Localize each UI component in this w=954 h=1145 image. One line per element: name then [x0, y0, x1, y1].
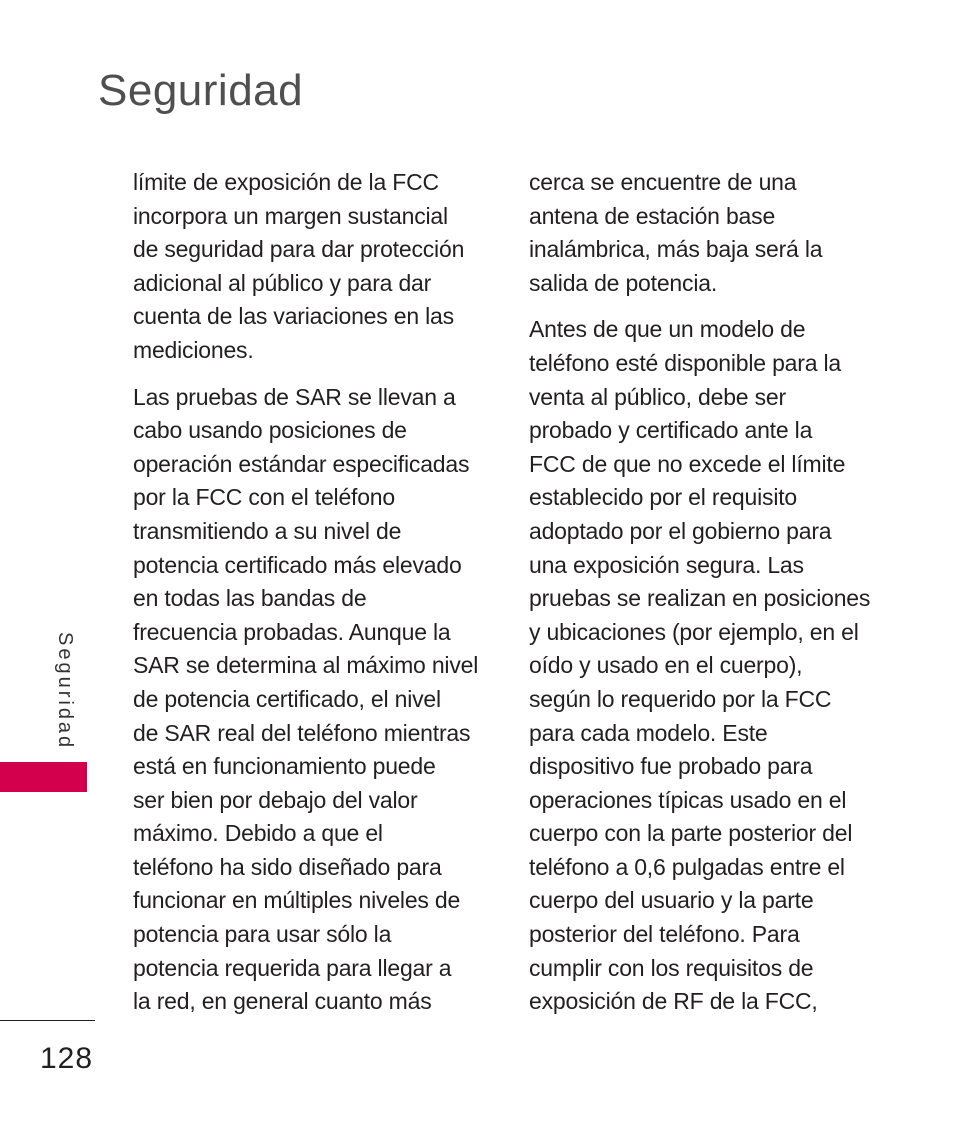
text-line: Las pruebas de SAR se llevan a [133, 383, 456, 410]
text-line: teléfono esté disponible para la [529, 349, 841, 376]
text-line: límite de exposición de la FCC [133, 169, 439, 195]
paragraph [529, 166, 889, 300]
text-line: de SAR real del teléfono mientras [133, 719, 471, 746]
text-line: y ubicaciones (por ejemplo, en el [529, 618, 859, 645]
text-line: antena de estación base [529, 202, 776, 229]
text-line: ser bien por debajo del valor [133, 786, 418, 813]
text-line: cuerpo con la parte posterior del [529, 820, 853, 847]
text-line: operaciones típicas usado en el [529, 786, 847, 813]
text-line: cumplir con los requisitos de [529, 954, 814, 981]
text-line: para cada modelo. Este [529, 719, 768, 746]
text-line: una exposición segura. Las [529, 551, 804, 578]
text-line: potencia para usar sólo la [133, 921, 392, 948]
text-line: adoptado por el gobierno para [529, 517, 832, 544]
text-line: cuenta de las variaciones en las [133, 303, 454, 330]
text-line: transmitiendo a su nivel de [133, 517, 402, 544]
text-line: máximo. Debido a que el [133, 820, 383, 847]
text-line: dispositivo fue probado para [529, 753, 813, 780]
text-line: Antes de que un modelo de [529, 316, 806, 343]
text-line: funcionar en múltiples niveles de [133, 887, 461, 914]
text-line: en todas las bandas de [133, 585, 367, 612]
paragraph [133, 166, 493, 368]
text-line: potencia requerida para llegar a [133, 954, 452, 981]
section-side-label: Seguridad [54, 632, 76, 751]
text-line: posterior del teléfono. Para [529, 921, 800, 948]
text-line: potencia certificado más elevado [133, 551, 462, 578]
text-line: frecuencia probadas. Aunque la [133, 618, 451, 645]
text-line: probado y certificado ante la [529, 417, 813, 444]
text-line: salida de potencia. [529, 269, 718, 296]
page-title: Seguridad [98, 66, 304, 115]
right-column [529, 166, 889, 1032]
text-line: cuerpo del usuario y la parte [529, 887, 814, 914]
text-line: de seguridad para dar protección [133, 236, 465, 263]
section-tab-marker [0, 762, 87, 792]
text-line: está en funcionamiento puede [133, 753, 436, 780]
text-line: pruebas se realizan en posiciones [529, 585, 871, 612]
text-line: SAR se determina al máximo nivel [133, 652, 479, 679]
text-line: por la FCC con el teléfono [133, 484, 395, 511]
page-number: 128 [40, 1042, 94, 1075]
text-line: FCC de que no excede el límite [529, 450, 846, 477]
text-line: cabo usando posiciones de [133, 417, 407, 444]
text-line: incorpora un margen sustancial [133, 202, 448, 229]
text-line: oído y usado en el cuerpo), [529, 652, 803, 679]
text-line: establecido por el requisito [529, 484, 798, 511]
text-line: adicional al público y para dar [133, 269, 432, 296]
text-line: venta al público, debe ser [529, 383, 786, 410]
text-line: mediciones. [133, 336, 254, 363]
text-line: inalámbrica, más baja será la [529, 236, 823, 263]
left-column [133, 166, 493, 1032]
text-line: la red, en general cuanto más [133, 988, 432, 1015]
text-line: operación estándar especificadas [133, 450, 470, 477]
paragraph [529, 313, 889, 1018]
text-line: de potencia certificado, el nivel [133, 685, 441, 712]
text-line: según lo requerido por la FCC [529, 685, 832, 712]
paragraph [133, 381, 493, 1019]
text-line: cerca se encuentre de una [529, 169, 797, 195]
text-line: teléfono a 0,6 pulgadas entre el [529, 853, 845, 880]
text-line: exposición de RF de la FCC, [529, 988, 818, 1015]
footer-divider [0, 1020, 95, 1021]
text-line: teléfono ha sido diseñado para [133, 853, 442, 880]
